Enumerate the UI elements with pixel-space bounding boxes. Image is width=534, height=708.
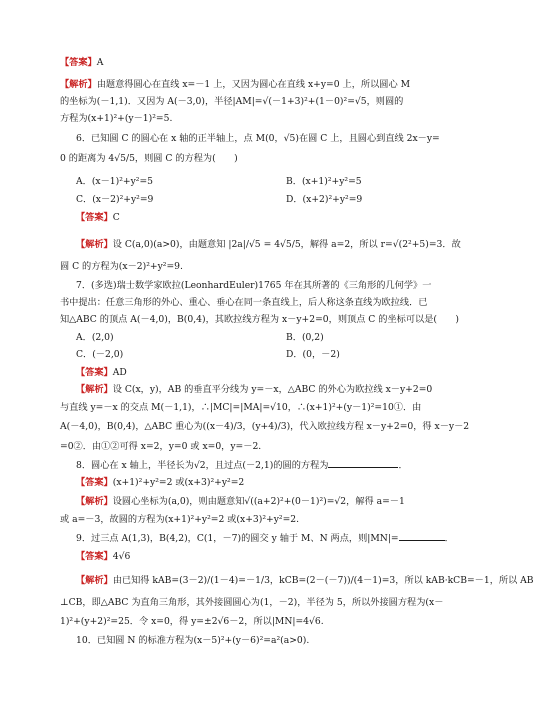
option-b: B．(x+1)²+y²=5 [286, 176, 362, 187]
question-7: 7．(多选)瑞士数学家欧拉(LeonhardEuler)1765 年在其所著的《三角形的几何学》一 [76, 280, 432, 291]
analysis-line [76, 574, 534, 588]
option-a: A．(x－1)²+y²=5 [76, 176, 154, 187]
answer-line [76, 550, 460, 564]
analysis-line [76, 238, 460, 252]
answer-value: C [112, 212, 120, 223]
text-line: ⊥CB，即△ABC 为直角三角形，其外接圆圆心为(1，－2)，半径为 5，所以外接圆方程为(x－ [60, 597, 444, 608]
option-c: C．(x－2)²+y²=9 [76, 194, 154, 205]
analysis-tag: 【解析】 [76, 575, 113, 586]
option-c: C．(－2,0) [76, 349, 124, 360]
answer-tag: 【答案】 [76, 477, 113, 488]
analysis-line [60, 78, 460, 92]
analysis-line [76, 383, 460, 397]
analysis-text: 由已知得 kAB=(3－2)/(1－4)=－1/3，kCB=(2－(－7))/(4－1)=3，所以 kAB·kCB=－1，所以 AB [112, 575, 534, 586]
question-10: 10．已知圆 N 的标准方程为(x－5)²+(y－6)²=a²(a>0). [76, 635, 310, 646]
question-9: 9．过三点 A(1,3)，B(4,2)，C(1，－7)的圆交 y 轴于 M、N 两点，则|MN|= ． [76, 533, 454, 544]
analysis-tag: 【解析】 [76, 496, 113, 507]
answer-line [60, 56, 460, 70]
option-d: D．(0，－2) [286, 349, 340, 360]
analysis-tag: 【解析】 [60, 79, 97, 90]
option-d: D．(x+2)²+y²=9 [286, 194, 363, 205]
answer-tag: 【答案】 [76, 551, 113, 562]
answer-tag: 【答案】 [76, 367, 113, 378]
text-line: 1)²+(y+2)²=25．令 x=0，得 y=±2√6－2，所以|MN|=4√6. [60, 616, 324, 627]
text-line: 或 a=－3，故圆的方程为(x+1)²+y²=2 或(x+3)²+y²=2. [60, 514, 300, 525]
text-line: =0②．由①②可得 x=2，y=0 或 x=0，y=－2. [60, 441, 262, 452]
text-line: A(－4,0)，B(0,4)，△ABC 重心为((x－4)/3，(y+4)/3)，代入欧拉线方程 x－y+2=0，得 x－y－2 [60, 421, 470, 432]
text-line: 与直线 y=－x 的交点 M(－1,1)，∴|MC|=|MA|=√10，∴(x+1)²+(y－1)²=10①．由 [60, 402, 422, 413]
answer-tag: 【答案】 [76, 212, 113, 223]
analysis-tag: 【解析】 [76, 239, 113, 250]
analysis-tag: 【解析】 [76, 384, 113, 395]
answer-blank [328, 458, 398, 468]
option-b: B．(0,2) [286, 332, 324, 343]
answer-line [76, 476, 460, 490]
answer-line [76, 211, 460, 225]
analysis-text: 设 C(a,0)(a>0)，由题意知 |2a|/√5 = 4√5/5，解得 a=2，所以 r=√(2²+5)=3．故 [112, 239, 461, 250]
option-a: A．(2,0) [76, 332, 114, 343]
answer-tag: 【答案】 [60, 57, 97, 68]
question-8: 8．圆心在 x 轴上，半径长为√2，且过点(－2,1)的圆的方程为 ． [76, 460, 408, 471]
text-line: 知△ABC 的顶点 A(－4,0)，B(0,4)，其欧拉线方程为 x－y+2=0，则顶点 C 的坐标可以是( ) [60, 314, 459, 325]
text-line: 的坐标为(－1,1)．又因为 A(－3,0)，半径|AM|=√(－1+3)²+(1－0)²=√5，则圆的 [60, 96, 404, 107]
question-text: 9．过三点 A(1,3)，B(4,2)，C(1，－7)的圆交 y 轴于 M、N 两点，则|MN|= [76, 533, 399, 544]
analysis-text: 设 C(x，y)，AB 的垂直平分线为 y=－x，△ABC 的外心为欧拉线 x－y+2=0 [112, 384, 433, 395]
question-text: 8．圆心在 x 轴上，半径长为√2，且过点(－2,1)的圆的方程为 [76, 460, 329, 471]
analysis-text: 设圆心坐标为(a,0)，则由题意知√((a+2)²+(0－1)²)=√2，解得 a=－1 [112, 496, 405, 507]
text-line: 书中提出：任意三角形的外心、重心、垂心在同一条直线上，后人称这条直线为欧拉线．已 [60, 297, 428, 308]
analysis-text: 由题意得圆心在直线 x=－1 上，又因为圆心在直线 x+y=0 上，所以圆心 M [96, 79, 410, 90]
answer-value: 4√6 [112, 551, 131, 562]
answer-blank [399, 531, 445, 541]
answer-value: AD [112, 367, 127, 378]
answer-value: (x+1)²+y²=2 或(x+3)²+y²=2 [112, 477, 245, 488]
text-line: 0 的距离为 4√5/5，则圆 C 的方程为( ) [60, 153, 238, 164]
text-line: 圆 C 的方程为(x－2)²+y²=9. [60, 261, 183, 272]
text-line: 方程为(x+1)²+(y－1)²=5. [60, 113, 173, 124]
question-6: 6．已知圆 C 的圆心在 x 轴的正半轴上，点 M(0，√5)在圆 C 上，且圆心到直线 2x－y= [76, 133, 440, 144]
analysis-line [76, 495, 460, 509]
answer-value: A [96, 57, 104, 68]
answer-line [76, 366, 460, 380]
